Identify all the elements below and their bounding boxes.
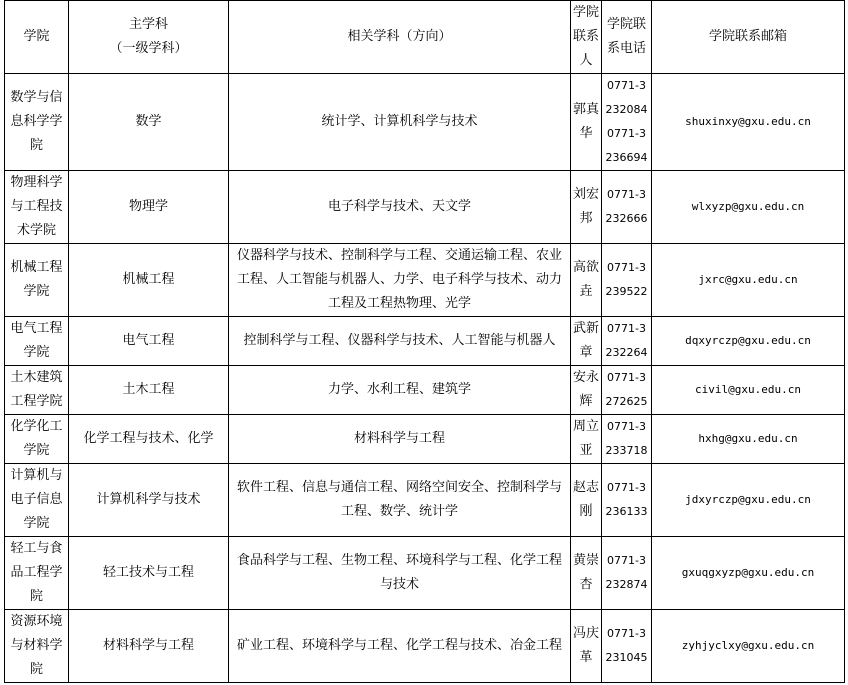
email-cell[interactable]: wlxyzp@gxu.edu.cn <box>652 171 845 244</box>
phone-number: 0771-3236133 <box>605 481 648 518</box>
related-cell: 矿业工程、环境科学与工程、化学工程与技术、冶金工程 <box>229 610 571 683</box>
table-row <box>5 537 845 610</box>
header-row <box>5 1 845 74</box>
college-cell: 物理科学与工程技术学院 <box>5 171 69 244</box>
college-cell: 电气工程学院 <box>5 317 69 366</box>
table-row <box>5 317 845 366</box>
header-contact: 学院联系人 <box>571 1 602 74</box>
phone-number: 0771-3236694 <box>605 127 648 164</box>
header-related: 相关学科（方向） <box>229 1 571 74</box>
major-cell: 物理学 <box>69 171 229 244</box>
phone-number: 0771-3233718 <box>605 420 648 457</box>
table-row <box>5 366 845 415</box>
contact-cell: 安永辉 <box>571 366 602 415</box>
phone-cell <box>602 171 652 244</box>
phone-cell <box>602 415 652 464</box>
phone-number: 0771-3232874 <box>605 554 648 591</box>
contact-cell: 赵志刚 <box>571 464 602 537</box>
related-cell: 仪器科学与技术、控制科学与工程、交通运输工程、农业工程、人工智能与机器人、力学、电子科学与技术、动力工程及工程热物理、光学 <box>229 244 571 317</box>
major-cell: 数学 <box>69 74 229 171</box>
major-cell: 电气工程 <box>69 317 229 366</box>
phone-cell <box>602 464 652 537</box>
college-cell: 数学与信息科学学院 <box>5 74 69 171</box>
email-cell[interactable]: jxrc@gxu.edu.cn <box>652 244 845 317</box>
table-row <box>5 610 845 683</box>
phone-number: 0771-3231045 <box>605 627 648 664</box>
header-major-line1: 主学科 <box>128 17 168 32</box>
college-cell: 土木建筑工程学院 <box>5 366 69 415</box>
major-cell: 土木工程 <box>69 366 229 415</box>
header-major <box>69 1 229 74</box>
email-cell[interactable]: jdxyrczp@gxu.edu.cn <box>652 464 845 537</box>
related-cell: 软件工程、信息与通信工程、网络空间安全、控制科学与工程、数学、统计学 <box>229 464 571 537</box>
table-row <box>5 171 845 244</box>
phone-cell <box>602 244 652 317</box>
related-cell: 控制科学与工程、仪器科学与技术、人工智能与机器人 <box>229 317 571 366</box>
college-cell: 机械工程学院 <box>5 244 69 317</box>
header-email: 学院联系邮箱 <box>652 1 845 74</box>
contact-cell: 冯庆革 <box>571 610 602 683</box>
contact-cell: 刘宏邦 <box>571 171 602 244</box>
email-cell[interactable]: shuxinxy@gxu.edu.cn <box>652 74 845 171</box>
related-cell: 材料科学与工程 <box>229 415 571 464</box>
related-cell: 电子科学与技术、天文学 <box>229 171 571 244</box>
phone-cell <box>602 610 652 683</box>
recruitment-table <box>4 0 845 683</box>
contact-cell: 武新章 <box>571 317 602 366</box>
email-cell[interactable]: civil@gxu.edu.cn <box>652 366 845 415</box>
major-cell: 计算机科学与技术 <box>69 464 229 537</box>
phone-number: 0771-3232666 <box>605 188 648 225</box>
email-cell[interactable]: hxhg@gxu.edu.cn <box>652 415 845 464</box>
phone-number: 0771-3232264 <box>605 322 648 359</box>
major-cell: 轻工技术与工程 <box>69 537 229 610</box>
table-row <box>5 244 845 317</box>
college-cell: 化学化工学院 <box>5 415 69 464</box>
table-body <box>5 74 845 683</box>
table-row <box>5 464 845 537</box>
related-cell: 力学、水利工程、建筑学 <box>229 366 571 415</box>
major-cell: 机械工程 <box>69 244 229 317</box>
table-row <box>5 74 845 171</box>
college-cell: 轻工与食品工程学院 <box>5 537 69 610</box>
related-cell: 食品科学与工程、生物工程、环境科学与工程、化学工程与技术 <box>229 537 571 610</box>
phone-number: 0771-3239522 <box>605 261 648 298</box>
email-cell[interactable]: dqxyrczp@gxu.edu.cn <box>652 317 845 366</box>
phone-number: 0771-3272625 <box>605 371 648 408</box>
table-row <box>5 415 845 464</box>
contact-cell: 高欲垚 <box>571 244 602 317</box>
phone-number: 0771-3232084 <box>605 79 648 116</box>
related-cell: 统计学、计算机科学与技术 <box>229 74 571 171</box>
phone-cell <box>602 366 652 415</box>
email-cell[interactable]: gxuqgxyzp@gxu.edu.cn <box>652 537 845 610</box>
header-college: 学院 <box>5 1 69 74</box>
college-cell: 资源环境与材料学院 <box>5 610 69 683</box>
major-cell: 材料科学与工程 <box>69 610 229 683</box>
header-major-line2: （一级学科） <box>109 41 188 56</box>
phone-cell <box>602 317 652 366</box>
phone-cell <box>602 74 652 171</box>
contact-cell: 黄崇杏 <box>571 537 602 610</box>
contact-cell: 郭真华 <box>571 74 602 171</box>
header-phone: 学院联系电话 <box>602 1 652 74</box>
college-cell: 计算机与电子信息学院 <box>5 464 69 537</box>
major-cell: 化学工程与技术、化学 <box>69 415 229 464</box>
phone-cell <box>602 537 652 610</box>
contact-cell: 周立亚 <box>571 415 602 464</box>
email-cell[interactable]: zyhjyclxy@gxu.edu.cn <box>652 610 845 683</box>
